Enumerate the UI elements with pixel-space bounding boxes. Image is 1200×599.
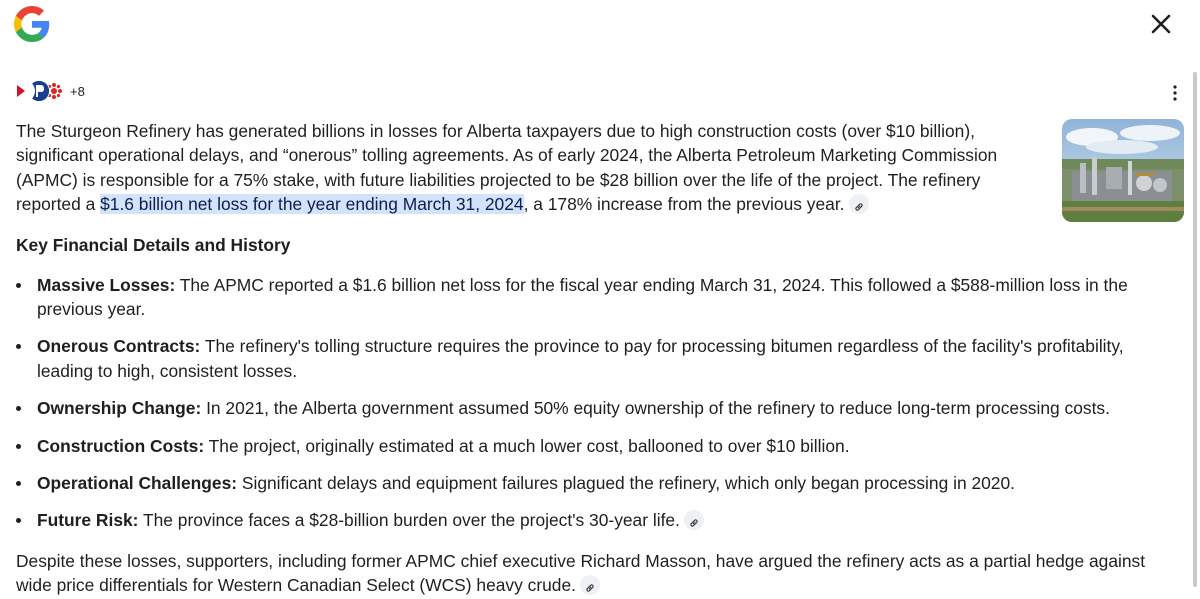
key-details-list bbox=[16, 273, 1184, 533]
bullet-text: The refinery's tolling structure requires the province to pay for processing bitumen regardless of the facility's profitability, leading to high, consistent losses. bbox=[37, 336, 1124, 381]
list-item bbox=[16, 471, 1184, 495]
list-item bbox=[16, 434, 1184, 458]
link-icon bbox=[585, 583, 595, 593]
ai-overview-content bbox=[16, 119, 1184, 598]
list-item bbox=[16, 273, 1184, 322]
source-count: +8 bbox=[70, 83, 85, 99]
closing-paragraph bbox=[16, 549, 1184, 598]
summary-intro: The Sturgeon Refinery has generated billions in losses for Alberta taxpayers due to high construction costs (over $10 billion), significant operational delays, and “onerous” tolling agreements. As of early 2024, the Alberta Petroleum Marketing Commission (APMC) is responsible for a 75% stake, with future liabilities projected to be $28 billion over the life of the project. The refinery reported a bbox=[16, 121, 998, 215]
list-item bbox=[16, 334, 1184, 383]
link-icon bbox=[854, 202, 864, 212]
bullet-text: The province faces a $28-billion burden over the project's 30-year life. bbox=[138, 510, 680, 531]
source-link-button[interactable] bbox=[684, 510, 704, 530]
source-1-icon bbox=[13, 80, 35, 102]
close-icon[interactable] bbox=[1147, 10, 1175, 38]
bullet-text: The project, originally estimated at a much lower cost, ballooned to over $10 billion. bbox=[204, 435, 850, 456]
bullet-term: Operational Challenges: bbox=[37, 473, 238, 494]
bullet-text: In 2021, the Alberta government assumed 50% equity ownership of the refinery to reduce long-term processing costs. bbox=[201, 398, 1110, 419]
list-item bbox=[16, 508, 1184, 532]
summary-after-highlight: , a 178% increase from the previous year. bbox=[523, 194, 845, 215]
more-vert-icon[interactable] bbox=[1168, 84, 1182, 102]
section-heading: Key Financial Details and History bbox=[16, 234, 291, 255]
google-logo-icon bbox=[14, 6, 50, 42]
bullet-term: Construction Costs: bbox=[37, 435, 205, 456]
summary-paragraph bbox=[16, 119, 1038, 217]
list-item bbox=[16, 396, 1184, 420]
bullet-term: Future Risk: bbox=[37, 510, 139, 531]
bullet-text: Significant delays and equipment failures plagued the refinery, which only began processing in 2020. bbox=[237, 473, 1015, 494]
link-icon bbox=[689, 518, 699, 528]
source-link-button[interactable] bbox=[580, 575, 600, 595]
bullet-term: Massive Losses: bbox=[37, 274, 176, 295]
bullet-term: Onerous Contracts: bbox=[37, 336, 201, 357]
bullet-term: Ownership Change: bbox=[37, 398, 202, 419]
scrollbar[interactable] bbox=[1193, 72, 1197, 587]
source-link-button[interactable] bbox=[849, 194, 869, 214]
closing-text: Despite these losses, supporters, including former APMC chief executive Richard Masson, have argued the refinery acts as a partial hedge against wide price differentials for Western Canadian Select (WCS) heavy crude. bbox=[16, 550, 1146, 596]
bullet-text: The APMC reported a $1.6 billion net loss for the fiscal year ending March 31, 2024. This followed a $588-million loss in the previous year. bbox=[37, 274, 1128, 320]
highlighted-loss: $1.6 billion net loss for the year ending March 31, 2024 bbox=[100, 194, 524, 215]
source-favicons[interactable] bbox=[13, 80, 85, 102]
